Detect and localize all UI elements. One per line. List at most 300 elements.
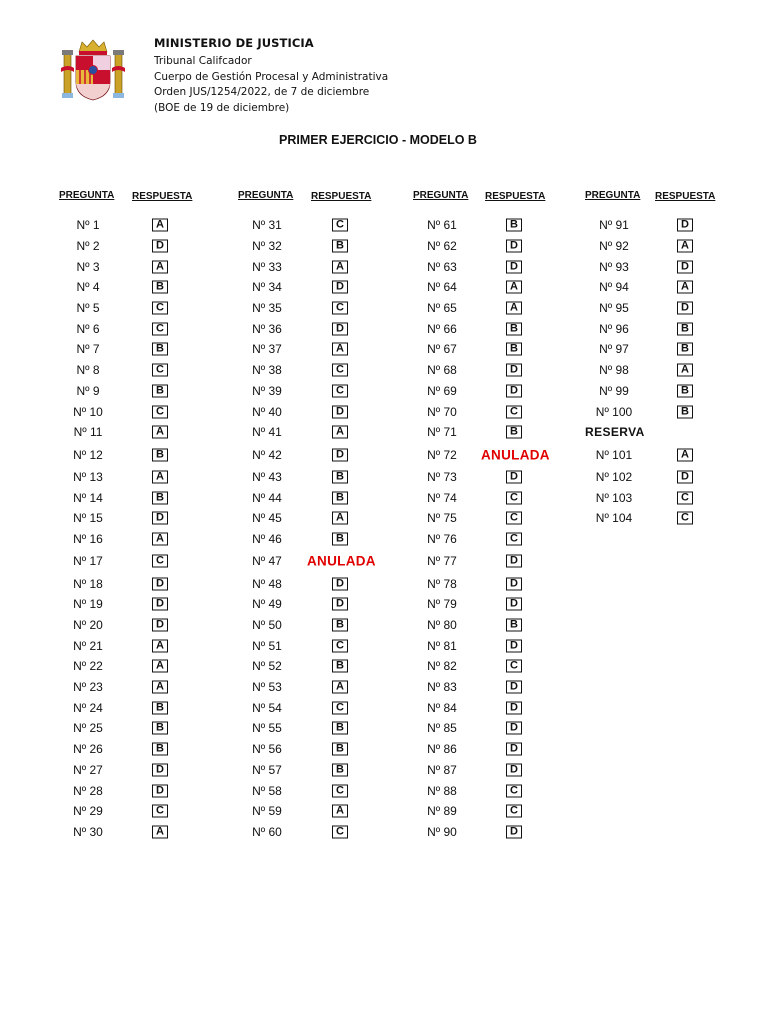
- answer-box: D: [332, 322, 348, 335]
- question-header: PREGUNTA: [238, 190, 294, 201]
- question-number: Nº 32: [252, 239, 282, 254]
- answer-row: [238, 339, 408, 360]
- answer-box: A: [332, 512, 348, 525]
- question-number: Nº 62: [427, 239, 457, 254]
- answer-row: [59, 318, 229, 339]
- answer-box: C: [506, 405, 522, 418]
- answer-row: [413, 739, 583, 760]
- header: [154, 36, 388, 116]
- question-number: Nº 73: [427, 469, 457, 484]
- question-number: Nº 88: [427, 783, 457, 798]
- answer-box: A: [152, 470, 168, 483]
- answer-row: [413, 656, 583, 677]
- question-number: Nº 85: [427, 721, 457, 736]
- answer-box: A: [152, 260, 168, 273]
- answer-row: [59, 656, 229, 677]
- answer-box: D: [332, 405, 348, 418]
- answer-box: A: [677, 448, 693, 461]
- answer-row: [413, 381, 583, 402]
- answer-box: A: [677, 240, 693, 253]
- question-number: Nº 57: [252, 762, 282, 777]
- question-number: Nº 12: [73, 447, 103, 462]
- answer-box: B: [332, 660, 348, 673]
- answer-box: D: [152, 598, 168, 611]
- question-number: Nº 15: [73, 511, 103, 526]
- answer-box: D: [677, 470, 693, 483]
- answer-header: RESPUESTA: [655, 191, 716, 202]
- answer-row: [238, 401, 408, 422]
- question-number: Nº 49: [252, 597, 282, 612]
- answer-box: D: [506, 701, 522, 714]
- question-number: Nº 5: [76, 301, 100, 316]
- answer-row: [585, 215, 755, 236]
- question-number: Nº 58: [252, 783, 282, 798]
- answer-box: A: [677, 281, 693, 294]
- answer-box: C: [332, 302, 348, 315]
- answer-row: [585, 298, 755, 319]
- answer-row: [59, 508, 229, 529]
- answer-box: A: [152, 426, 168, 439]
- answer-box: A: [152, 825, 168, 838]
- question-number: Nº 99: [599, 383, 629, 398]
- answer-box: C: [152, 405, 168, 418]
- question-number: Nº 89: [427, 804, 457, 819]
- question-number: Nº 86: [427, 742, 457, 757]
- answer-box: C: [332, 219, 348, 232]
- answer-row: [238, 718, 408, 739]
- question-number: Nº 11: [73, 425, 103, 440]
- question-number: Nº 53: [252, 680, 282, 695]
- body-line: Cuerpo de Gestión Procesal y Administrativa: [154, 70, 389, 83]
- answer-row: [59, 215, 229, 236]
- answer-row: [413, 594, 583, 615]
- question-number: Nº 38: [252, 363, 282, 378]
- answer-box: D: [506, 384, 522, 397]
- answer-row: [238, 256, 408, 277]
- answer-box: D: [506, 240, 522, 253]
- answer-box: B: [506, 426, 522, 439]
- answer-box: D: [506, 722, 522, 735]
- answer-row: [413, 298, 583, 319]
- answer-row: [238, 236, 408, 257]
- answer-box: D: [152, 619, 168, 632]
- question-number: Nº 101: [595, 447, 633, 462]
- question-number: Nº 60: [252, 824, 282, 839]
- question-number: Nº 27: [73, 762, 103, 777]
- question-number: Nº 75: [427, 511, 457, 526]
- answer-row: [238, 739, 408, 760]
- answer-row: [413, 529, 583, 550]
- answer-row: [585, 401, 755, 422]
- annulled-label: ANULADA: [307, 553, 376, 569]
- answer-box: C: [506, 532, 522, 545]
- question-number: Nº 45: [252, 511, 282, 526]
- question-number: Nº 80: [427, 618, 457, 633]
- answer-row: [59, 739, 229, 760]
- question-number: Nº 33: [252, 259, 282, 274]
- answer-header: RESPUESTA: [311, 191, 372, 202]
- answer-box: D: [332, 448, 348, 461]
- answer-box: D: [152, 763, 168, 776]
- answer-row: [413, 697, 583, 718]
- question-number: Nº 50: [252, 618, 282, 633]
- question-number: Nº 54: [252, 700, 282, 715]
- answer-row: [585, 256, 755, 277]
- answer-row: [413, 360, 583, 381]
- answer-box: D: [152, 784, 168, 797]
- answer-box: B: [332, 491, 348, 504]
- answer-row: [413, 573, 583, 594]
- answer-box: A: [152, 532, 168, 545]
- answer-box: B: [677, 405, 693, 418]
- answer-row: [413, 508, 583, 529]
- answer-row: [238, 822, 408, 843]
- answer-row: [413, 467, 583, 488]
- question-number: Nº 43: [252, 469, 282, 484]
- question-number: Nº 6: [76, 321, 100, 336]
- question-number: Nº 44: [252, 490, 282, 505]
- answer-row: [59, 594, 229, 615]
- question-header: PREGUNTA: [585, 190, 641, 201]
- column-header: [413, 190, 583, 215]
- answer-row: [585, 236, 755, 257]
- question-number: Nº 51: [252, 638, 282, 653]
- answer-row: [238, 508, 408, 529]
- question-number: Nº 83: [427, 680, 457, 695]
- answer-row: [238, 277, 408, 298]
- answer-box: C: [152, 555, 168, 568]
- answer-row: [413, 277, 583, 298]
- answer-row: [59, 549, 229, 573]
- answer-box: D: [506, 825, 522, 838]
- column-header: [585, 190, 755, 215]
- question-number: Nº 103: [595, 490, 633, 505]
- answer-row: [59, 422, 229, 443]
- answer-row: [238, 760, 408, 781]
- answer-row: [413, 635, 583, 656]
- answer-row: [59, 718, 229, 739]
- answer-row: [238, 549, 408, 573]
- answer-box: C: [677, 491, 693, 504]
- answer-row: [59, 760, 229, 781]
- question-number: Nº 37: [252, 342, 282, 357]
- question-header: PREGUNTA: [413, 190, 469, 201]
- answer-row: [59, 822, 229, 843]
- answer-row: [413, 318, 583, 339]
- question-number: Nº 3: [76, 259, 100, 274]
- question-number: Nº 95: [599, 301, 629, 316]
- answer-row: [413, 443, 583, 467]
- question-number: Nº 17: [73, 554, 103, 569]
- answer-box: B: [677, 384, 693, 397]
- question-number: Nº 82: [427, 659, 457, 674]
- answer-row: [59, 256, 229, 277]
- answer-box: D: [506, 470, 522, 483]
- question-number: Nº 48: [252, 576, 282, 591]
- answer-box: B: [152, 343, 168, 356]
- answer-row: [59, 298, 229, 319]
- question-number: Nº 21: [73, 638, 103, 653]
- question-number: Nº 93: [599, 259, 629, 274]
- question-number: Nº 61: [427, 218, 457, 233]
- answer-box: A: [506, 281, 522, 294]
- answer-row: [238, 780, 408, 801]
- answer-row: [59, 360, 229, 381]
- answer-row: [413, 677, 583, 698]
- answer-box: B: [677, 343, 693, 356]
- reserve-label: RESERVA: [585, 425, 645, 440]
- answer-box: D: [332, 281, 348, 294]
- answer-box: D: [506, 743, 522, 756]
- question-number: Nº 35: [252, 301, 282, 316]
- answer-box: B: [152, 491, 168, 504]
- question-number: Nº 66: [427, 321, 457, 336]
- answer-box: B: [152, 448, 168, 461]
- answer-row: [59, 339, 229, 360]
- answer-box: D: [506, 598, 522, 611]
- answer-row: [59, 236, 229, 257]
- answer-row: [59, 780, 229, 801]
- question-number: Nº 87: [427, 762, 457, 777]
- question-number: Nº 69: [427, 383, 457, 398]
- boe-line: (BOE de 19 de diciembre): [154, 101, 290, 114]
- answer-box: C: [506, 805, 522, 818]
- answer-header: RESPUESTA: [485, 191, 546, 202]
- tribunal-line: Tribunal Califcador: [154, 55, 252, 67]
- answer-box: B: [506, 343, 522, 356]
- question-number: Nº 10: [73, 404, 103, 419]
- answer-box: B: [332, 722, 348, 735]
- answer-box: A: [332, 260, 348, 273]
- answer-row: [59, 277, 229, 298]
- answer-header: RESPUESTA: [132, 191, 193, 202]
- question-number: Nº 19: [73, 597, 103, 612]
- question-number: Nº 84: [427, 700, 457, 715]
- answer-box: B: [332, 763, 348, 776]
- question-number: Nº 2: [76, 239, 100, 254]
- answer-box: C: [152, 805, 168, 818]
- question-number: Nº 9: [76, 383, 100, 398]
- answer-box: A: [332, 426, 348, 439]
- answer-row: [413, 549, 583, 573]
- question-number: Nº 34: [252, 280, 282, 295]
- answer-box: C: [332, 784, 348, 797]
- question-number: Nº 30: [73, 824, 103, 839]
- answer-row: [238, 656, 408, 677]
- answer-box: B: [152, 384, 168, 397]
- answer-row: [238, 422, 408, 443]
- answer-box: A: [332, 343, 348, 356]
- question-number: Nº 40: [252, 404, 282, 419]
- question-number: Nº 8: [76, 363, 100, 378]
- question-number: Nº 14: [73, 490, 103, 505]
- answer-box: A: [332, 805, 348, 818]
- answer-box: C: [152, 364, 168, 377]
- answer-box: C: [506, 784, 522, 797]
- answer-row: [238, 697, 408, 718]
- answer-row: [59, 467, 229, 488]
- question-number: Nº 78: [427, 576, 457, 591]
- question-number: Nº 31: [252, 218, 282, 233]
- answer-box: A: [152, 219, 168, 232]
- answer-row: [238, 677, 408, 698]
- question-number: Nº 91: [599, 218, 629, 233]
- question-number: Nº 81: [427, 638, 457, 653]
- question-number: Nº 25: [73, 721, 103, 736]
- answer-row: [59, 443, 229, 467]
- question-number: Nº 42: [252, 447, 282, 462]
- answer-box: D: [332, 577, 348, 590]
- answer-box: C: [332, 825, 348, 838]
- answer-row: [59, 381, 229, 402]
- answer-row: [413, 339, 583, 360]
- question-number: Nº 104: [595, 511, 633, 526]
- answer-box: D: [506, 639, 522, 652]
- question-number: Nº 92: [599, 239, 629, 254]
- answer-box: C: [152, 322, 168, 335]
- question-number: Nº 102: [595, 469, 633, 484]
- answer-row: [585, 339, 755, 360]
- answer-row: [238, 298, 408, 319]
- column-header: [59, 190, 229, 215]
- answer-box: D: [152, 577, 168, 590]
- answer-box: D: [506, 364, 522, 377]
- answer-row: [585, 443, 755, 467]
- answer-box: C: [152, 302, 168, 315]
- answer-row: [413, 718, 583, 739]
- question-number: Nº 79: [427, 597, 457, 612]
- answer-box: A: [677, 364, 693, 377]
- answer-row: [413, 760, 583, 781]
- answer-row: [585, 467, 755, 488]
- answer-row: [585, 422, 755, 443]
- answer-box: C: [332, 364, 348, 377]
- question-number: Nº 97: [599, 342, 629, 357]
- answer-row: [59, 615, 229, 636]
- answer-row: [238, 443, 408, 467]
- question-number: Nº 96: [599, 321, 629, 336]
- column-header: [238, 190, 408, 215]
- answer-row: [413, 801, 583, 822]
- question-number: Nº 16: [73, 531, 103, 546]
- answer-row: [59, 697, 229, 718]
- answer-row: [59, 487, 229, 508]
- question-number: Nº 94: [599, 280, 629, 295]
- answer-box: D: [506, 763, 522, 776]
- answer-row: [238, 801, 408, 822]
- answer-box: B: [677, 322, 693, 335]
- question-number: Nº 72: [427, 447, 457, 462]
- question-number: Nº 18: [73, 576, 103, 591]
- answer-row: [59, 529, 229, 550]
- answer-box: B: [332, 743, 348, 756]
- question-number: Nº 52: [252, 659, 282, 674]
- answer-box: A: [152, 681, 168, 694]
- question-number: Nº 55: [252, 721, 282, 736]
- answer-column-3: [413, 190, 583, 842]
- question-number: Nº 22: [73, 659, 103, 674]
- answer-row: [238, 635, 408, 656]
- order-line: Orden JUS/1254/2022, de 7 de diciembre: [154, 86, 370, 98]
- exam-title: PRIMER EJERCICIO - MODELO B: [279, 133, 477, 147]
- question-number: Nº 98: [599, 363, 629, 378]
- ministry-name: MINISTERIO DE JUSTICIA: [154, 36, 314, 50]
- question-number: Nº 39: [252, 383, 282, 398]
- question-number: Nº 23: [73, 680, 103, 695]
- answer-box: D: [506, 577, 522, 590]
- answer-row: [413, 822, 583, 843]
- question-number: Nº 29: [73, 804, 103, 819]
- answer-row: [413, 780, 583, 801]
- question-number: Nº 28: [73, 783, 103, 798]
- answer-row: [59, 573, 229, 594]
- answer-row: [413, 401, 583, 422]
- question-number: Nº 70: [427, 404, 457, 419]
- answer-box: B: [506, 619, 522, 632]
- answer-row: [585, 360, 755, 381]
- question-number: Nº 4: [76, 280, 100, 295]
- question-number: Nº 100: [595, 404, 633, 419]
- answer-box: C: [332, 384, 348, 397]
- answer-row: [238, 381, 408, 402]
- answer-box: D: [677, 302, 693, 315]
- answer-row: [238, 360, 408, 381]
- answer-row: [413, 422, 583, 443]
- answer-box: D: [677, 219, 693, 232]
- question-number: Nº 20: [73, 618, 103, 633]
- question-number: Nº 63: [427, 259, 457, 274]
- question-header: PREGUNTA: [59, 190, 115, 201]
- question-number: Nº 59: [252, 804, 282, 819]
- answer-box: B: [332, 240, 348, 253]
- answer-box: C: [506, 491, 522, 504]
- answer-row: [59, 401, 229, 422]
- answer-row: [238, 318, 408, 339]
- answer-row: [238, 467, 408, 488]
- answer-box: C: [506, 512, 522, 525]
- answer-box: D: [506, 260, 522, 273]
- answer-row: [413, 236, 583, 257]
- answer-box: D: [677, 260, 693, 273]
- answer-box: B: [152, 281, 168, 294]
- answer-row: [585, 277, 755, 298]
- answer-box: D: [506, 555, 522, 568]
- question-number: Nº 36: [252, 321, 282, 336]
- answer-box: B: [332, 470, 348, 483]
- answer-box: D: [152, 240, 168, 253]
- answer-row: [59, 677, 229, 698]
- answer-row: [238, 615, 408, 636]
- answer-box: D: [332, 598, 348, 611]
- answer-row: [238, 594, 408, 615]
- answer-box: D: [152, 512, 168, 525]
- answer-box: C: [332, 639, 348, 652]
- answer-box: C: [677, 512, 693, 525]
- answer-box: A: [332, 681, 348, 694]
- answer-row: [585, 381, 755, 402]
- answer-row: [413, 256, 583, 277]
- question-number: Nº 74: [427, 490, 457, 505]
- question-number: Nº 46: [252, 531, 282, 546]
- answer-box: B: [506, 219, 522, 232]
- question-number: Nº 24: [73, 700, 103, 715]
- question-number: Nº 47: [252, 554, 282, 569]
- question-number: Nº 76: [427, 531, 457, 546]
- answer-box: D: [506, 681, 522, 694]
- answer-box: A: [506, 302, 522, 315]
- answer-row: [238, 487, 408, 508]
- answer-row: [585, 318, 755, 339]
